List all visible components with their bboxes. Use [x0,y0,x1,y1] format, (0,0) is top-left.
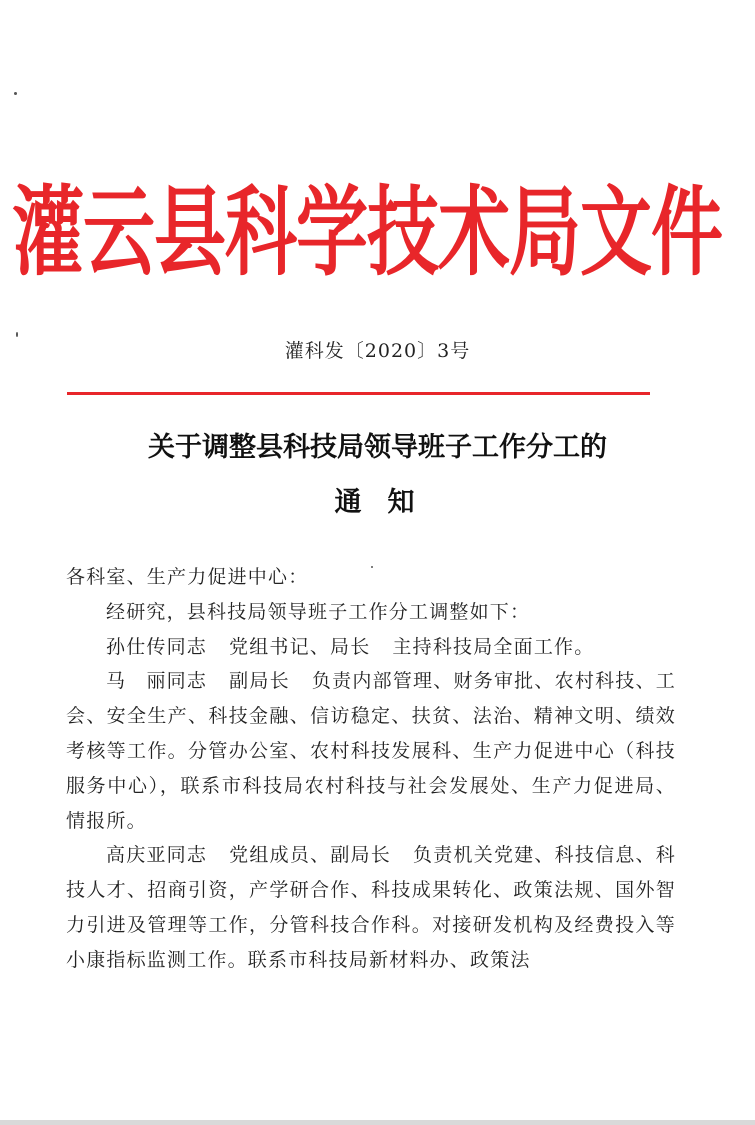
masthead [12,172,723,292]
notice-title-line-2: 通知 [334,487,441,518]
official-duties: 负责机关党建、科技信息、科技人才、招商引资，产学研合作、科技成果转化、政策法规、国外智力引进及管理等工作，分管科技合作科。对接研发机构及经费投入等小康指标监测工作。联系市科技局新材料办、政策法 [66,844,676,971]
scan-speck [14,92,17,95]
scan-speck [16,332,18,337]
assignment-paragraph [66,838,676,977]
official-position: 党组书记、局长 [229,635,371,658]
masthead-title: 灌云县科学技术局文件 [12,173,723,289]
document-body [66,560,676,978]
page-bottom-edge [0,1120,755,1125]
official-name: 孙仕传同志 [106,635,208,658]
assignment-paragraph [66,664,676,838]
official-position: 副局长 [229,670,290,693]
official-duties: 负责内部管理、财务审批、农村科技、工会、安全生产、科技金融、信访稳定、扶贫、法治、精神文明、绩效考核等工作。分管办公室、农村科技发展科、生产力促进中心（科技服务中心），联系市科技局农村科技与社会发展处、生产力促进局、情报所。 [66,670,676,832]
document-number: 灌科发〔2020〕3号 [284,340,471,362]
salutation: 各科室、生产力促进中心： [66,566,309,588]
assignment-paragraph [66,630,676,665]
red-separator-line [67,392,650,395]
official-name: 高庆亚同志 [106,844,208,867]
notice-title-line-1: 关于调整县科技局领导班子工作分工的 [148,432,607,463]
official-name: 马 丽同志 [106,670,208,693]
official-position: 党组成员、副局长 [229,844,392,867]
official-duties: 主持科技局全面工作。 [392,635,595,658]
scan-speck [371,566,373,568]
intro-paragraph: 经研究，县科技局领导班子工作分工调整如下： [106,600,531,623]
